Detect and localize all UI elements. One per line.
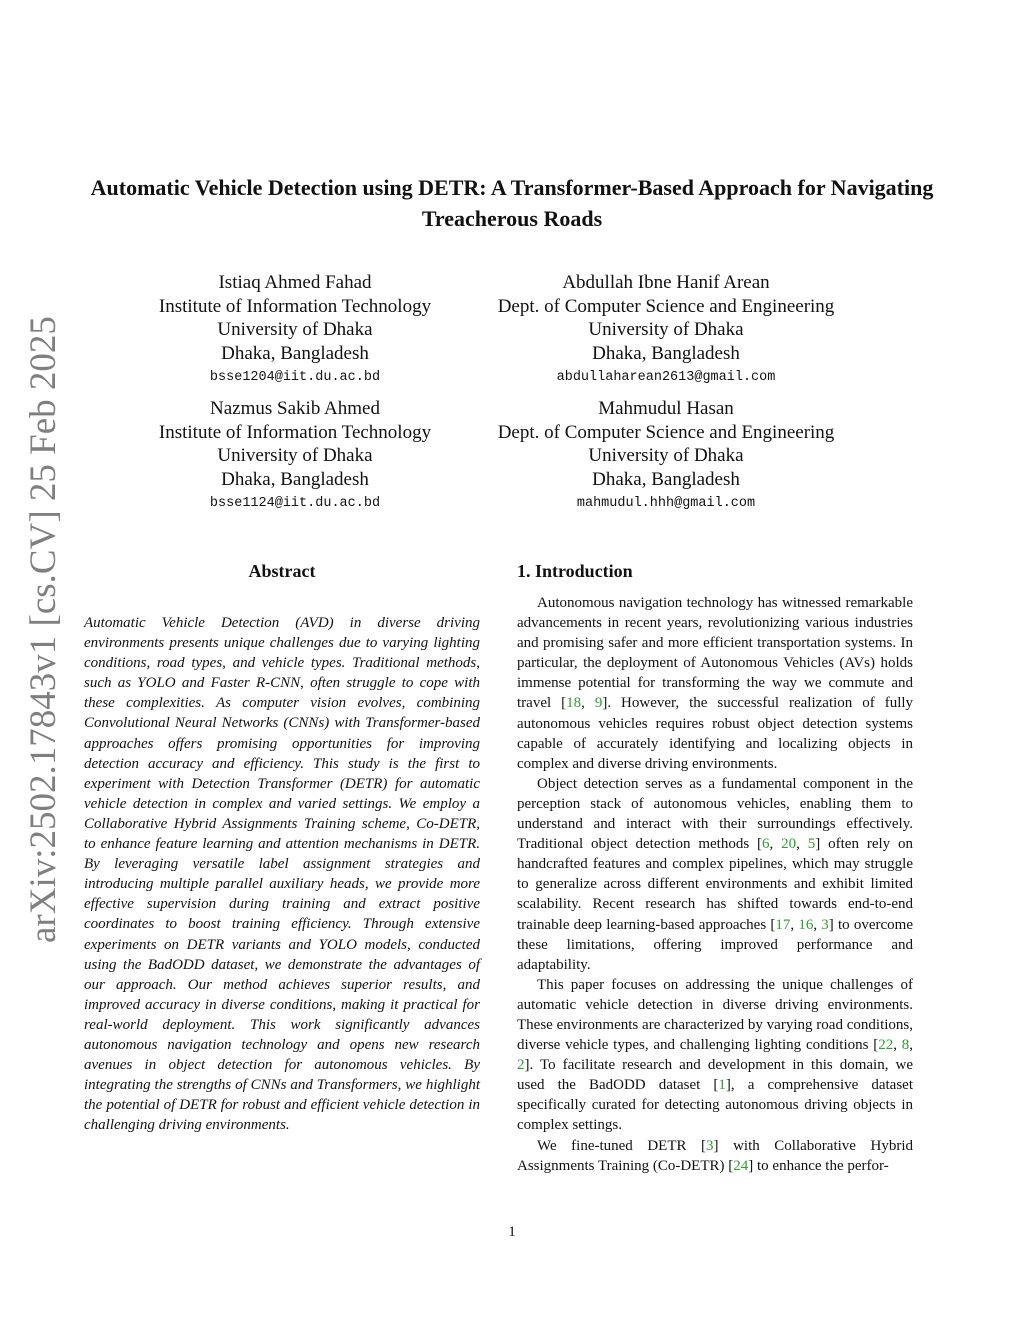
author-location: Dhaka, Bangladesh — [592, 468, 740, 490]
author-dept: Dept. of Computer Science and Engineering — [497, 421, 835, 443]
abstract-text: Automatic Vehicle Detection (AVD) in diverse driving environments presents unique challenges due to varying lighting conditions, road types, and vehicle types. Traditional methods, such as YOLO and Faster R-CNN, often struggle to cope with these complexities. As computer vision evolves, combining Convolutional Neural Networks (CNNs) with Transformer-based approaches offers promising opportunities for improving detection accuracy and efficiency. This study is the first to experiment with Detection Transformer (DETR) for automatic vehicle detection in complex and varied settings. We employ a Collaborative Hybrid Assignments Training scheme, Co-DETR, to enhance feature learning and attention mechanisms in DETR. By leveraging versatile label assignment strategies and introducing multiple parallel auxiliary heads, we provide more effective supervision during training and extract positive coordinates to boost training efficiency. Through extensive experiments on DETR variants and YOLO models, conducted using the BadODD dataset, we demonstrate the advantages of our approach. Our method achieves superior results, and improved accuracy in diverse conditions, making it practical for real-world deployment. This work significantly advances autonomous navigation technology and opens new research avenues in object detection for autonomous vehicles. By integrating the strengths of CNNs and Transformers, we highlight the potential of DETR for robust and efficient vehicle detection in challenging driving environments. — [84, 615, 480, 1134]
author-location: Dhaka, Bangladesh — [221, 342, 369, 364]
arxiv-stamp: arXiv:2502.17843v1 [cs.CV] 25 Feb 2025 — [23, 316, 64, 943]
citation-link-6[interactable]: 6 — [762, 836, 770, 853]
intro-paragraph-1: Autonomous navigation technology has witnessed remarkable advancements in recent years, revolutionizing various industries and promising safer and more efficient transportation systems. In particular, the deployment of Autonomous Vehicles (AVs) holds immense potential for transforming the way we commute and travel [18, 9]. However, the successful realization of fully autonomous vehicles requires robust object detection systems capable of accurately identifying and localizing objects in complex and diverse driving environments. — [517, 595, 914, 772]
citation-link-24[interactable]: 24 — [733, 1157, 749, 1174]
citation-link-20[interactable]: 20 — [781, 836, 797, 853]
author-email: abdullaharean2613@gmail.com — [556, 370, 776, 385]
intro-paragraph-4: We fine-tuned DETR [3] with Collaborative Hybrid Assignments Training (Co-DETR) [24] to enhance the perfor- — [517, 1137, 913, 1174]
citation-link-2[interactable]: 2 — [517, 1057, 525, 1074]
citation-link-5[interactable]: 5 — [807, 836, 816, 853]
citation-link-17[interactable]: 17 — [775, 916, 791, 933]
citation-link-1[interactable]: 1 — [718, 1077, 726, 1094]
citation-link-9[interactable]: 9 — [594, 695, 603, 712]
author-location: Dhaka, Bangladesh — [221, 468, 369, 490]
author-dept: Institute of Information Technology — [158, 421, 432, 443]
author-dept: Institute of Information Technology — [158, 295, 432, 317]
citation-link-16[interactable]: 16 — [798, 916, 814, 933]
author-name: Nazmus Sakib Ahmed — [210, 398, 380, 419]
author-university: University of Dhaka — [217, 319, 373, 340]
author-name: Istiaq Ahmed Fahad — [218, 272, 372, 293]
citation-link-3[interactable]: 3 — [706, 1137, 714, 1154]
page-number: 1 — [508, 1224, 516, 1240]
author-university: University of Dhaka — [588, 445, 744, 466]
author-email: mahmudul.hhh@gmail.com — [576, 496, 756, 511]
intro-paragraph-3: This paper focuses on addressing the unique challenges of automatic vehicle detection in diverse driving environments. These environments are characterized by varying road conditions, diverse vehicle types, and challenging lighting conditions [22, 8, 2]. To facilitate research and development in this domain, we used the BadODD dataset [1], a comprehensive dataset specifically curated for detecting autonomous driving objects in complex settings. — [517, 976, 913, 1134]
author-university: University of Dhaka — [217, 445, 373, 466]
author-location: Dhaka, Bangladesh — [592, 342, 740, 364]
author-university: University of Dhaka — [588, 319, 744, 340]
author-block-1 — [140, 271, 450, 391]
author-dept: Dept. of Computer Science and Engineering — [497, 295, 835, 317]
author-email: bsse1204@iit.du.ac.bd — [209, 370, 381, 385]
author-name: Mahmudul Hasan — [598, 398, 734, 419]
author-block-4 — [476, 397, 856, 517]
author-block-3 — [140, 397, 450, 517]
citation-link-22[interactable]: 22 — [878, 1037, 894, 1054]
citation-link-3[interactable]: 3 — [821, 916, 829, 933]
author-email: bsse1124@iit.du.ac.bd — [209, 496, 381, 511]
author-name: Abdullah Ibne Hanif Arean — [562, 272, 770, 293]
intro-paragraph-2: Object detection serves as a fundamental component in the perception stack of autonomous vehicles, enabling them to understand and interact with their surroundings effectively. Traditional object detection methods [6, 20, 5] often rely on handcrafted features and complex pipelines, which may struggle to generalize across different environments and exhibit limited scalability. Recent research has shifted towards end-to-end trainable deep learning-based approaches [17, 16, 3] to overcome these limitations, offering improved performance and adaptability. — [517, 775, 914, 973]
author-block-2 — [476, 271, 856, 391]
introduction-body — [517, 593, 913, 1176]
introduction-heading: 1. Introduction — [517, 561, 633, 581]
paper-title: Automatic Vehicle Detection using DETR: A Transformer-Based Approach for Navigating Treacherous Roads — [90, 175, 934, 231]
citation-link-8[interactable]: 8 — [901, 1037, 910, 1054]
abstract-heading: Abstract — [248, 561, 316, 581]
citation-link-18[interactable]: 18 — [566, 695, 582, 712]
